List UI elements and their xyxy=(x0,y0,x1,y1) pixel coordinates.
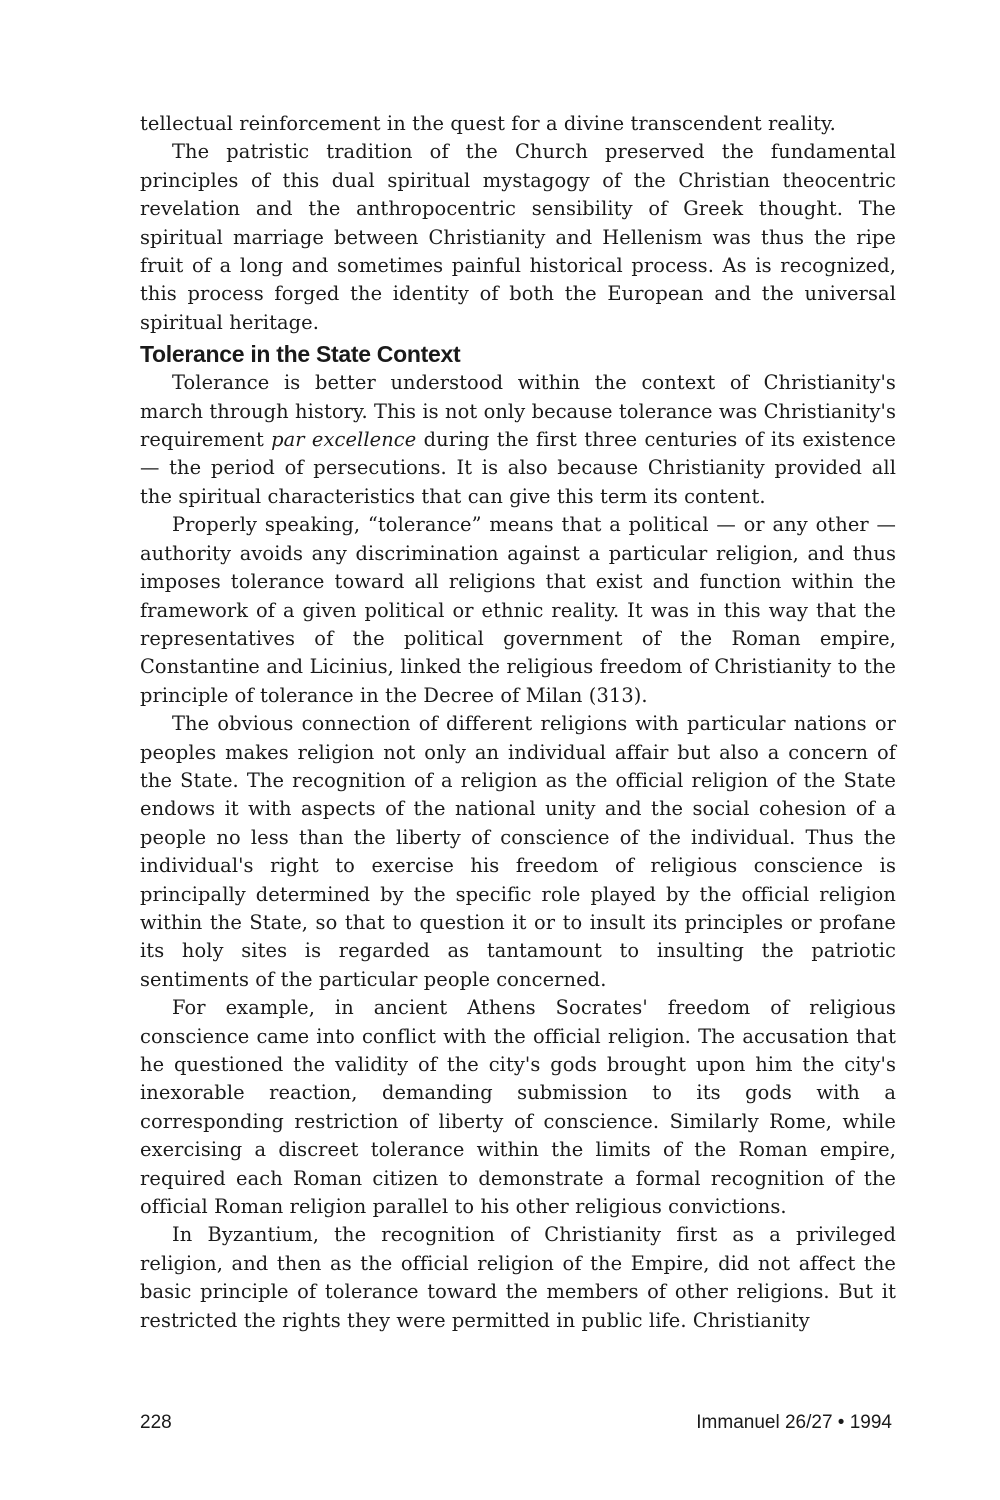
section-heading: Tolerance in the State Context xyxy=(140,341,461,368)
paragraph-tolerance-definition: Properly speaking, “tolerance” means that a political — or any other — authority avoids any discrimination against a particular religion, and thus imposes tolerance toward all religions that exist and function within the framework of a given political or ethnic reality. It was in this way that the representatives of the political government of the Roman empire, Constantine and Licinius, linked the religious freedom of Christianity to the principle of tolerance in the Decree of Milan (313). xyxy=(140,513,896,707)
paragraph-patristic-tradition: The patristic tradition of the Church preserved the fundamental principles of this dual spiritual mystagogy of the Christian theocentric revelation and the anthropocentric sensibility of Greek thought. The spiritual marriage between Christianity and Hellenism was thus the ripe fruit of a long and sometimes painful historical process. As is recognized, this process forged the identity of both the European and the universal spiritual heritage. xyxy=(140,140,896,334)
paragraph-athens-rome-example: For example, in ancient Athens Socrates' freedom of religious conscience came into conflict with the official religion. The accusation that he questioned the validity of the city's gods brought upon him the city's inexorable reaction, demanding submission to its gods with a corresponding restriction of liberty of conscience. Similarly Rome, while exercising a discreet tolerance within the limits of the Roman empire, required each Roman citizen to demonstrate a formal recognition of the official Roman religion parallel to his other religious convictions. xyxy=(140,996,896,1219)
paragraph-tolerance-understood xyxy=(140,369,896,511)
journal-citation: Immanuel 26/27 • 1994 xyxy=(696,1412,892,1433)
page-number: 228 xyxy=(140,1412,172,1433)
page-footer xyxy=(140,1412,892,1434)
paragraph-text: during the first three centuries of its existence — the period of persecutions. It is also because Christianity provided all the spiritual characteristics that can give this term its content. xyxy=(140,428,896,508)
italic-phrase: par excellence xyxy=(271,428,417,452)
paragraph-continuation: tellectual reinforcement in the quest for a divine transcendent reality. xyxy=(140,112,836,135)
paragraph-byzantium: In Byzantium, the recognition of Christianity first as a privileged religion, and then as the official religion of the Empire, did not affect the basic principle of tolerance toward the members of other religions. But it restricted the rights they were permitted in public life. Christianity xyxy=(140,1223,896,1332)
article-body xyxy=(140,110,896,1335)
paragraph-text: Tolerance is better understood within the context of Christianity's march through history. This is not only because tolerance was Christianity's requirement xyxy=(140,371,896,452)
paragraph-religion-and-state: The obvious connection of different religions with particular nations or peoples makes religion not only an individual affair but also a concern of the State. The recognition of a religion as the official religion of the State endows it with aspects of the national unity and the social cohesion of a people no less than the liberty of conscience of the individual. Thus the individual's right to exercise his freedom of religious conscience is principally determined by the specific role played by the official religion within the State, so that to question it or to insult its principles or profane its holy sites is regarded as tantamount to insulting the patriotic sentiments of the particular people concerned. xyxy=(140,712,896,991)
